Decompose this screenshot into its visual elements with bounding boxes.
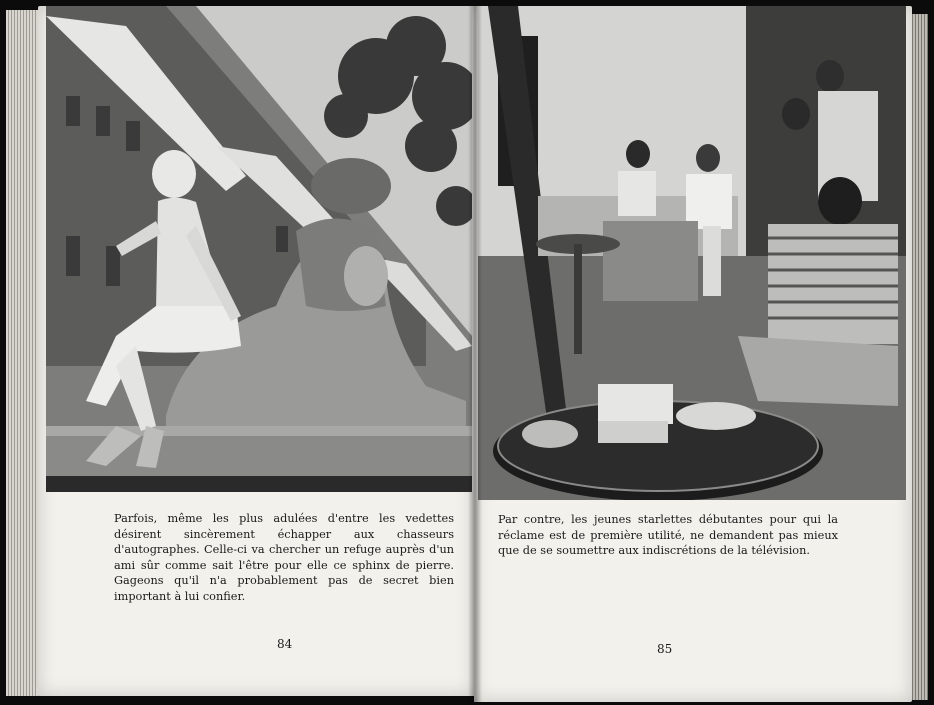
left-page-number: 84 [277,637,293,651]
right-photo-illustration [478,6,906,500]
left-photo-illustration [46,6,472,492]
left-photo [46,6,472,492]
right-page-edges [910,14,928,700]
right-caption: Par contre, les jeunes starlettes débutantes pour qui la réclame est de première utilité, ne demandent pas mieux que de se soumettre aux indiscrétions de la télévision. [498,513,838,558]
book-gutter [468,6,482,702]
right-page-number: 85 [657,642,673,656]
left-page-edges [6,10,40,696]
right-photo [478,6,906,500]
left-caption: Parfois, même les plus adulées d'entre les vedettes désirent sincèrement échapper aux chasseurs d'autographes. Celle-ci va chercher un refuge auprès d'un ami sûr comme sait l'être pour elle ce sphinx de pierre. Gageons qu'il n'a probablement pas de secret bien important à lui confier. [114,512,454,603]
